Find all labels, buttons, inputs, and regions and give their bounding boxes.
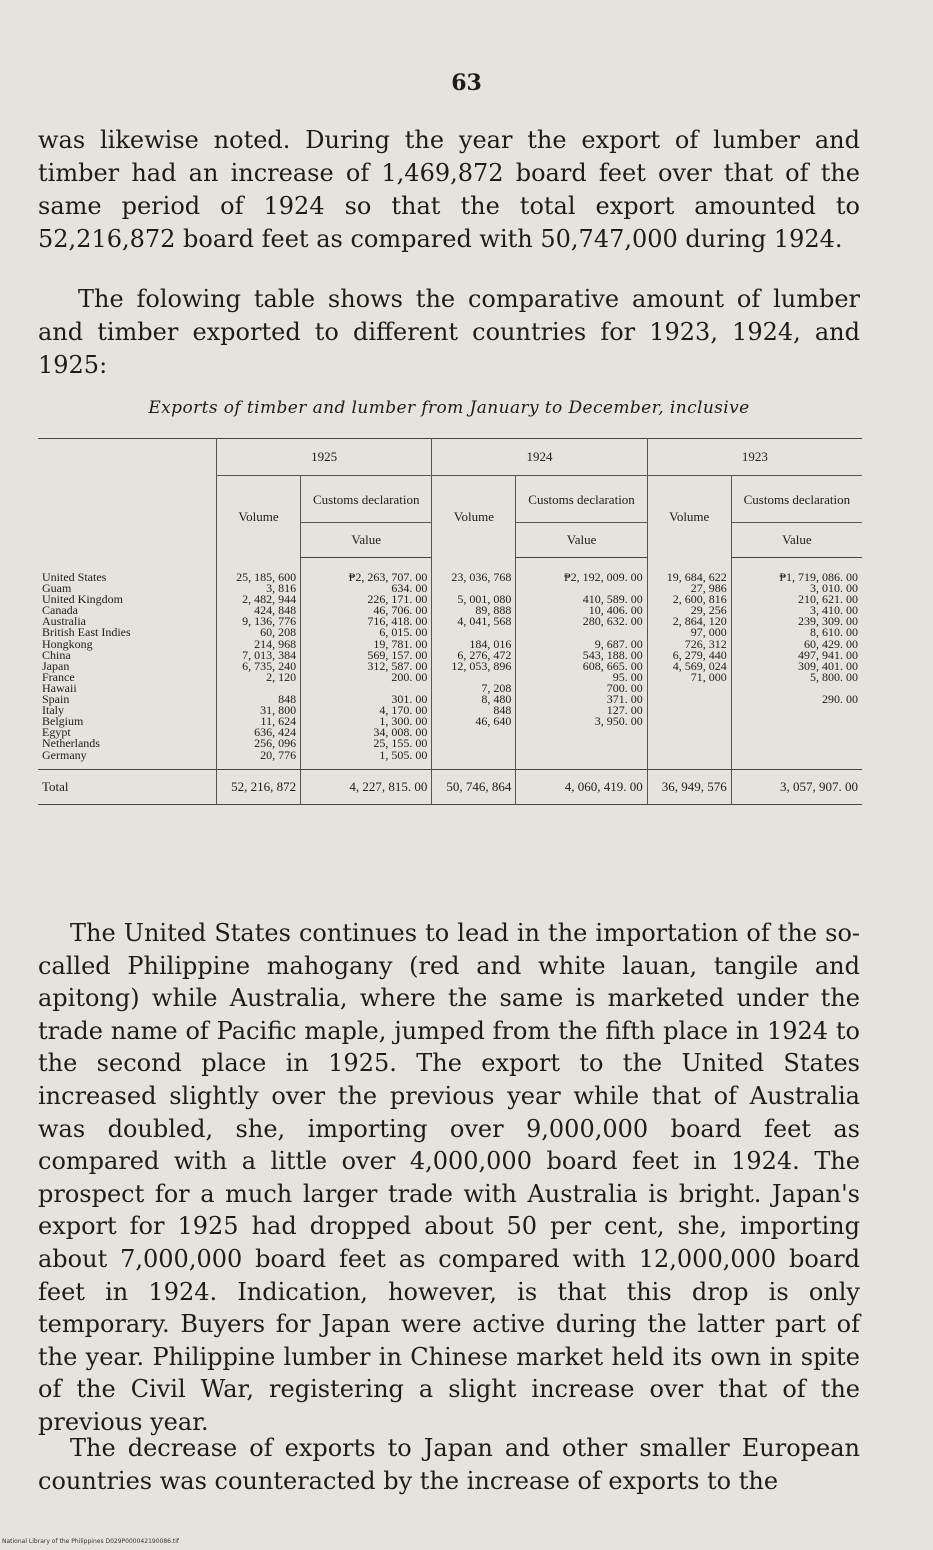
table-row (38, 716, 862, 727)
value-cell (731, 727, 862, 738)
country-cell: United Kingdom (42, 592, 123, 607)
table-row (38, 583, 862, 594)
value-cell: 716, 418. 00 (301, 616, 432, 627)
total-label: Total (38, 769, 217, 804)
value-cell: 6, 015. 00 (301, 627, 432, 638)
total-cell: 52, 216, 872 (217, 769, 301, 804)
value-cell (647, 716, 731, 727)
table-row (38, 738, 862, 749)
country-cell: France (42, 669, 75, 684)
value-cell: 60, 208 (217, 627, 301, 638)
value-cell: 11, 624 (217, 716, 301, 727)
value-cell: 97, 000 (647, 627, 731, 638)
value-cell: 543, 188. 00 (516, 650, 647, 661)
value-cell (516, 738, 647, 749)
value-cell: 848 (432, 705, 516, 716)
value-cell: 10, 406. 00 (516, 605, 647, 616)
year-header-row (38, 439, 862, 476)
value-cell: 726, 312 (647, 639, 731, 650)
value-cell: 848 (217, 694, 301, 705)
country-cell: Canada (42, 603, 78, 618)
value-cell: ₱1, 719, 086. 00 (731, 558, 862, 584)
paragraph-us-leads-import: The United States continues to lead in the importation of the so-called Philippine mahogany (red and white lauan, tangile and apitong) while Australia, where the same is marketed under the trade name of Pacific maple, jumped from the fifth place in 1924 to the second place in 1925. The export to the United States increased slightly over the previous year while that of Australia was doubled, she, importing over 9,000,000 board feet as compared with a little over 4,000,000 board feet in 1924. The prospect for a much larger trade with Australia is bright. Japan's export for 1925 had dropped about 50 per cent, she, importing about 7,000,000 board feet as compared with 12,000,000 board feet in 1924. Indication, however, is that this drop is only temporary. Buyers for Japan were active during the latter part of the year. Philippine lumber in Chinese market held its own in spite of the Civil War, registering a slight increase over that of the previous year. (38, 919, 860, 1436)
value-cell (731, 750, 862, 770)
customs-header-1924: Customs declaration (516, 476, 647, 523)
table-row (38, 650, 862, 661)
value-cell: 19, 781. 00 (301, 639, 432, 650)
exports-table (38, 438, 862, 805)
country-header-cell (38, 439, 217, 558)
table-row (38, 616, 862, 627)
value-cell: 3, 816 (217, 583, 301, 594)
country-cell: British East Indies (42, 625, 131, 640)
table-caption: Exports of timber and lumber from January to December, inclusive (148, 398, 750, 418)
customs-header-1925: Customs declaration (301, 476, 432, 523)
value-cell (731, 738, 862, 749)
value-cell: 636, 424 (217, 727, 301, 738)
value-cell (647, 738, 731, 749)
value-cell: 1, 300. 00 (301, 716, 432, 727)
table-body (38, 558, 862, 805)
country-cell: Belgium (42, 714, 84, 729)
value-cell: 25, 155. 00 (301, 738, 432, 749)
value-cell: 371. 00 (516, 694, 647, 705)
value-cell: 214, 968 (217, 639, 301, 650)
value-cell: 700. 00 (516, 683, 647, 694)
country-cell: Australia (42, 614, 86, 629)
value-header-1924: Value (516, 523, 647, 558)
table-row (38, 750, 862, 770)
value-cell: 280, 632. 00 (516, 616, 647, 627)
value-cell: 184, 016 (432, 639, 516, 650)
value-cell: 46, 640 (432, 716, 516, 727)
country-cell: Italy (42, 703, 64, 718)
country-cell: Guam (42, 581, 72, 596)
value-cell (516, 750, 647, 770)
value-cell: 95. 00 (516, 672, 647, 683)
country-cell: Japan (42, 658, 70, 673)
value-cell: 89, 888 (432, 605, 516, 616)
value-cell: ₱2, 192, 009. 00 (516, 558, 647, 584)
value-cell: 569, 157. 00 (301, 650, 432, 661)
value-cell: 4, 041, 568 (432, 616, 516, 627)
total-row (38, 769, 862, 804)
value-cell: ₱2, 263, 707. 00 (301, 558, 432, 584)
value-cell: 2, 600, 816 (647, 594, 731, 605)
total-cell: 3, 057, 907. 00 (731, 769, 862, 804)
year-1924-header: 1924 (432, 439, 647, 476)
country-cell: China (42, 647, 71, 662)
value-cell (432, 738, 516, 749)
value-cell (516, 727, 647, 738)
value-cell: 46, 706. 00 (301, 605, 432, 616)
value-cell: 6, 279, 440 (647, 650, 731, 661)
scan-footer: National Library of the Philippines D029P000042190086.tif (2, 1538, 180, 1545)
paragraph-lumber-increase: was likewise noted. During the year the export of lumber and timber had an increase of 1,469,872 board feet over that of the same period of 1924 so that the total export amounted to 52,216,872 board feet as compared with 50,747,000 during 1924. (38, 126, 860, 253)
value-cell: 3, 010. 00 (731, 583, 862, 594)
value-cell: 239, 309. 00 (731, 616, 862, 627)
total-cell: 4, 060, 419. 00 (516, 769, 647, 804)
value-cell: 6, 276, 472 (432, 650, 516, 661)
value-cell: 4, 569, 024 (647, 661, 731, 672)
value-cell: 7, 013, 384 (217, 650, 301, 661)
value-header-1925: Value (301, 523, 432, 558)
value-cell: 127. 00 (516, 705, 647, 716)
value-cell: 634. 00 (301, 583, 432, 594)
value-cell: 9, 136, 776 (217, 616, 301, 627)
value-cell: 290. 00 (731, 694, 862, 705)
country-cell: Hongkong (42, 636, 93, 651)
value-cell: 5, 001, 080 (432, 594, 516, 605)
value-cell: 497, 941. 00 (731, 650, 862, 661)
value-cell: 256, 096 (217, 738, 301, 749)
value-cell: 9, 687. 00 (516, 639, 647, 650)
table-row (38, 705, 862, 716)
paragraph-decrease-exports: The decrease of exports to Japan and other smaller European countries was counteracted by the increase of exports to the (38, 1434, 860, 1495)
table-row (38, 694, 862, 705)
value-cell: 8, 480 (432, 694, 516, 705)
year-1923-header: 1923 (647, 439, 862, 476)
value-cell (731, 705, 862, 716)
value-cell: 19, 684, 622 (647, 558, 731, 584)
value-cell: 309, 401. 00 (731, 661, 862, 672)
customs-header-1923: Customs declaration (731, 476, 862, 523)
table-row (38, 627, 862, 638)
value-cell: 410, 589. 00 (516, 594, 647, 605)
value-cell (432, 727, 516, 738)
country-cell: Spain (42, 692, 70, 707)
table-row (38, 661, 862, 672)
volume-header-1924: Volume (432, 476, 516, 558)
value-cell: 71, 000 (647, 672, 731, 683)
value-header-1923: Value (731, 523, 862, 558)
value-cell (731, 716, 862, 727)
value-cell: 29, 256 (647, 605, 731, 616)
table-row (38, 558, 862, 584)
value-cell: 12, 053, 896 (432, 661, 516, 672)
country-cell: Germany (42, 747, 87, 762)
value-cell: 226, 171. 00 (301, 594, 432, 605)
value-cell (647, 705, 731, 716)
value-cell (647, 727, 731, 738)
country-cell: Hawaii (42, 680, 77, 695)
value-cell: 2, 864, 120 (647, 616, 731, 627)
value-cell: 2, 120 (217, 672, 301, 683)
table-row (38, 605, 862, 616)
value-cell: 424, 848 (217, 605, 301, 616)
value-cell: 8, 610. 00 (731, 627, 862, 638)
value-cell (647, 694, 731, 705)
value-cell: 7, 208 (432, 683, 516, 694)
value-cell: 4, 170. 00 (301, 705, 432, 716)
value-cell: 6, 735, 240 (217, 661, 301, 672)
value-cell: 3, 410. 00 (731, 605, 862, 616)
value-cell: 60, 429. 00 (731, 639, 862, 650)
value-cell: 210, 621. 00 (731, 594, 862, 605)
value-cell: 1, 505. 00 (301, 750, 432, 770)
table-row (38, 594, 862, 605)
page-number: 63 (451, 70, 482, 96)
year-1925-header: 1925 (217, 439, 432, 476)
value-cell: 3, 950. 00 (516, 716, 647, 727)
value-cell: 31, 800 (217, 705, 301, 716)
value-cell: 34, 008. 00 (301, 727, 432, 738)
value-cell: 5, 800. 00 (731, 672, 862, 683)
total-cell: 36, 949, 576 (647, 769, 731, 804)
value-cell: 301. 00 (301, 694, 432, 705)
value-cell: 25, 185, 600 (217, 558, 301, 584)
value-cell: 2, 482, 944 (217, 594, 301, 605)
value-cell (432, 750, 516, 770)
value-cell (647, 683, 731, 694)
value-cell: 312, 587. 00 (301, 661, 432, 672)
table-row (38, 683, 862, 694)
value-cell: 200. 00 (301, 672, 432, 683)
value-cell: 20, 776 (217, 750, 301, 770)
country-cell: United States (42, 569, 107, 584)
table-row (38, 639, 862, 650)
table-row (38, 672, 862, 683)
total-cell: 50, 746, 864 (432, 769, 516, 804)
volume-header-1925: Volume (217, 476, 301, 558)
value-cell: 23, 036, 768 (432, 558, 516, 584)
country-cell: Netherlands (42, 736, 100, 751)
value-cell: 608, 665. 00 (516, 661, 647, 672)
value-cell: 27, 986 (647, 583, 731, 594)
paragraph-table-intro: The folowing table shows the comparative amount of lumber and timber exported to different countries for 1923, 1924, and 1925: (38, 285, 860, 379)
value-cell (647, 750, 731, 770)
total-cell: 4, 227, 815. 00 (301, 769, 432, 804)
table-row (38, 727, 862, 738)
country-cell: Egypt (42, 725, 71, 740)
volume-header-1923: Volume (647, 476, 731, 558)
